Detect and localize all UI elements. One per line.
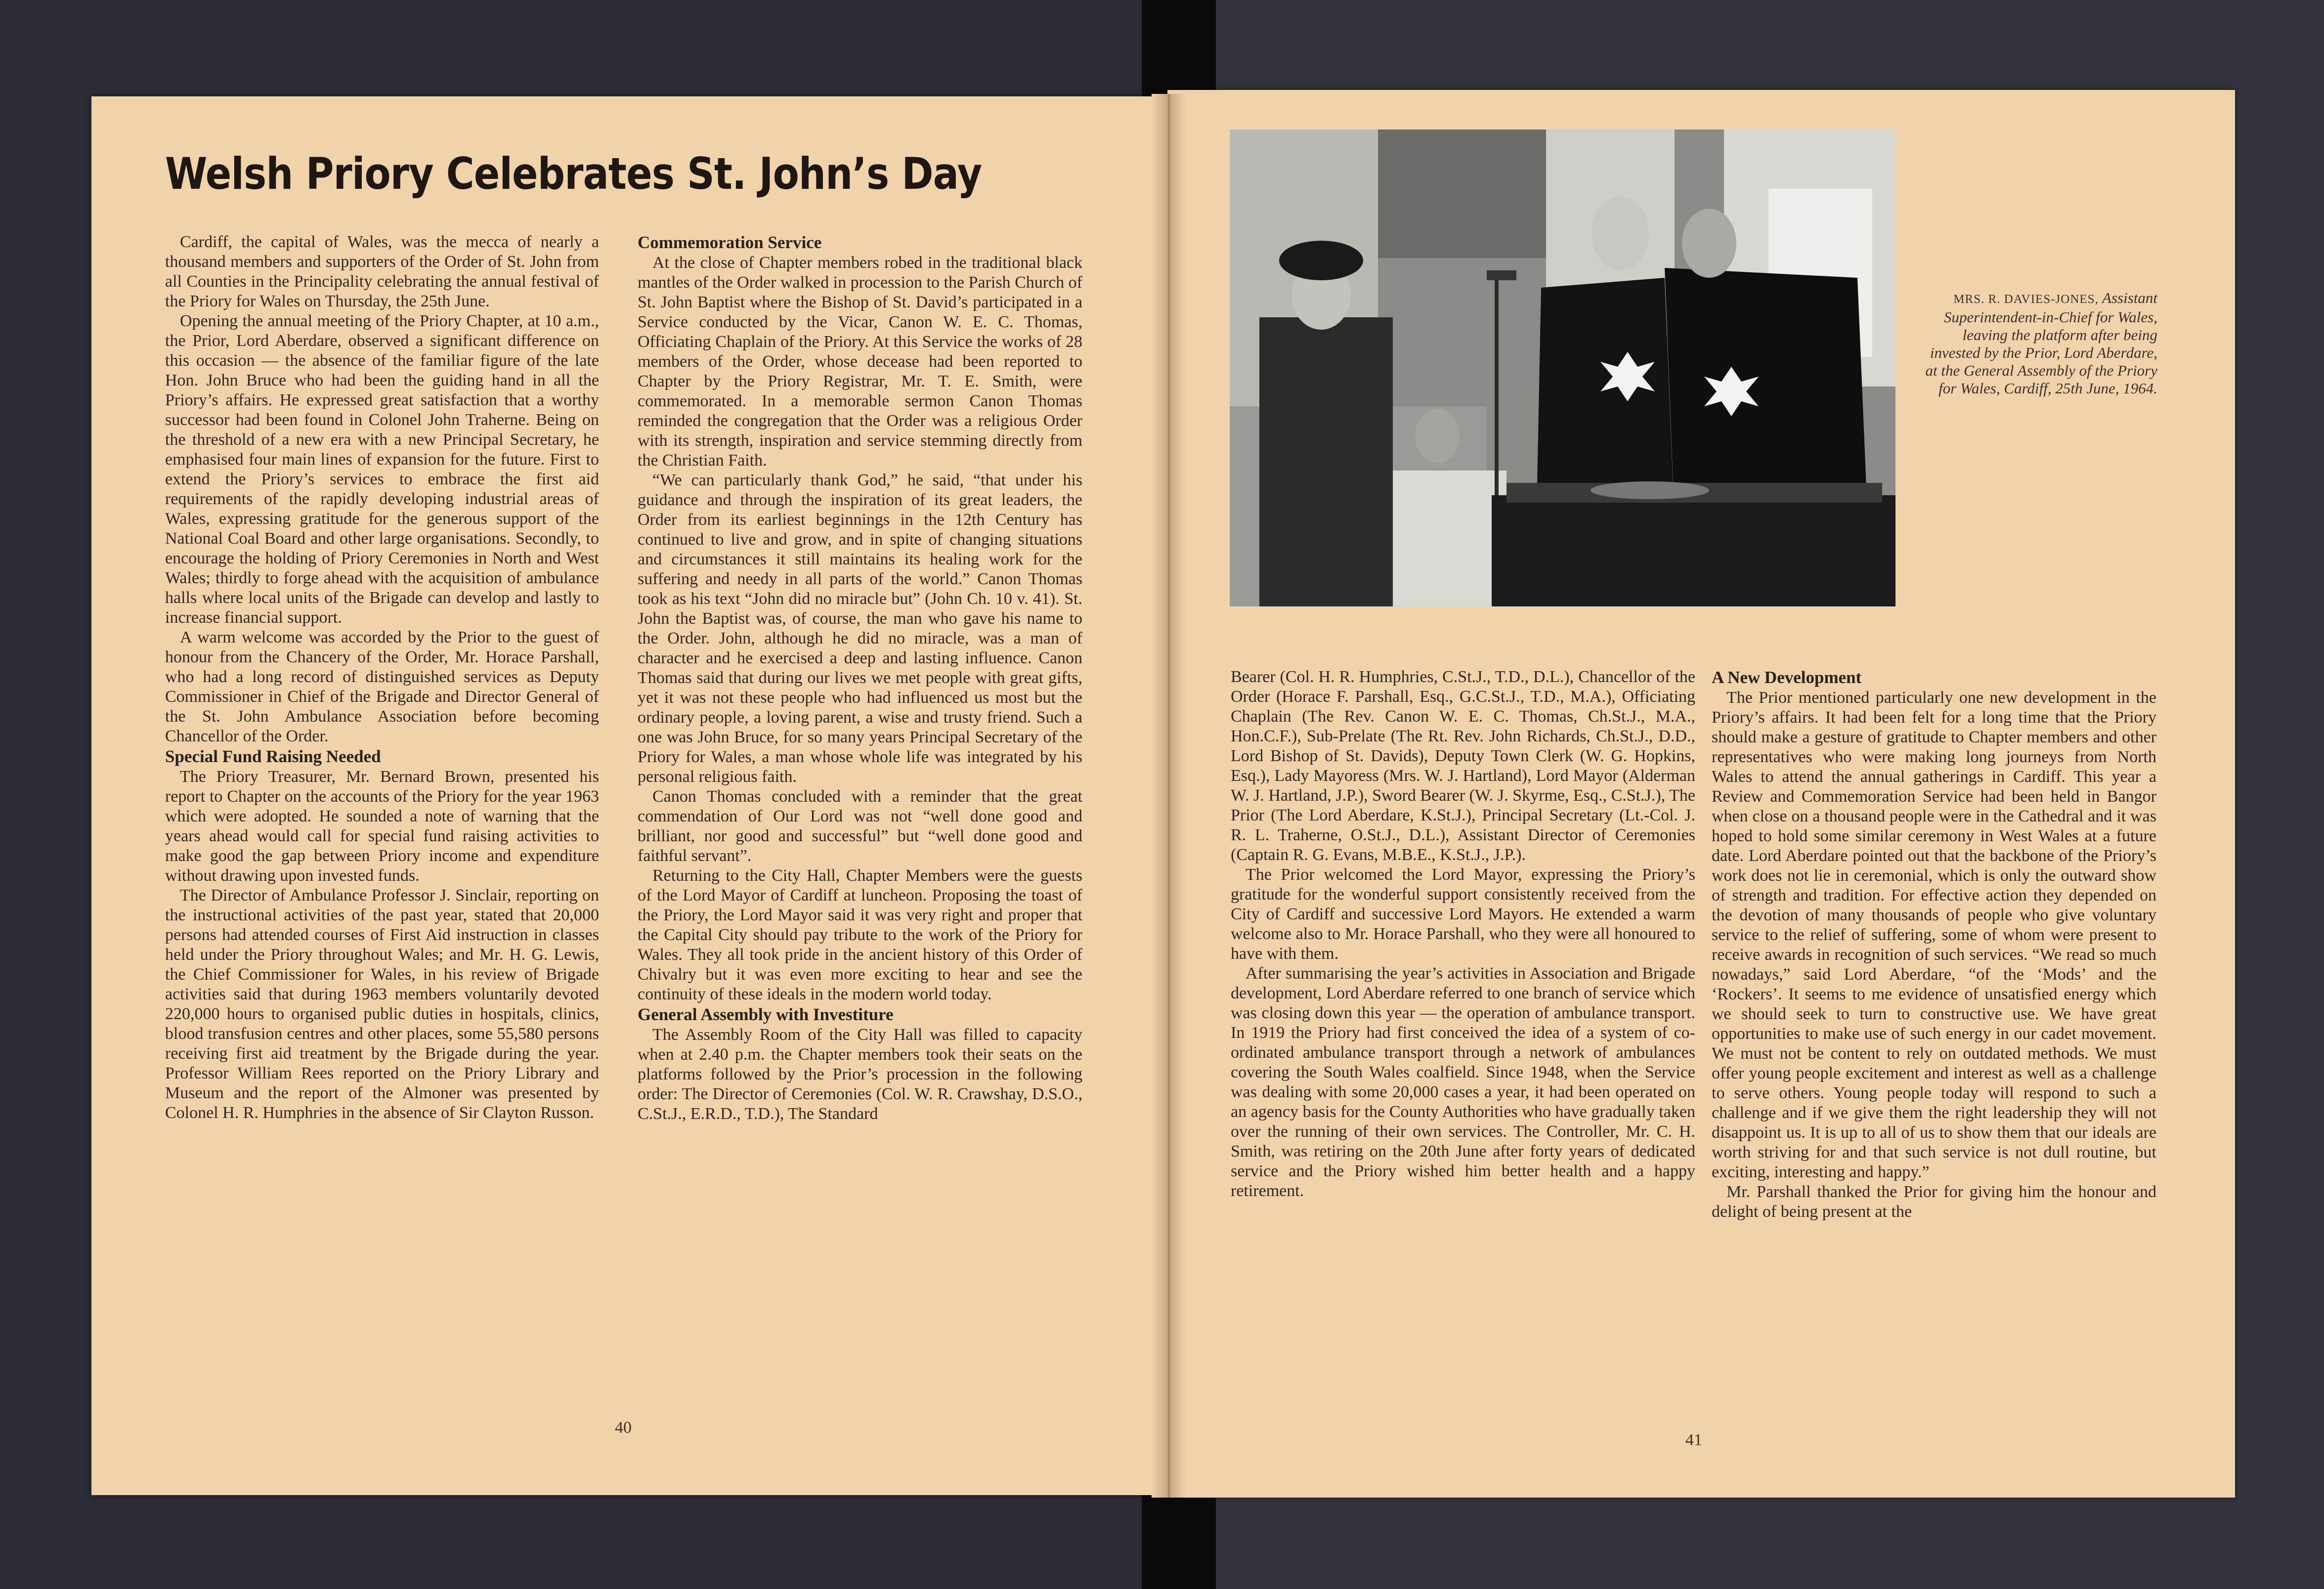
- paragraph: Cardiff, the capital of Wales, was the mecca of nearly a thousand members and supporters of the Order of St. John from all Counties in the Principality celebrating the annual festival of the Priory for Wales on Thursday, the 25th June.: [165, 233, 599, 310]
- paragraph: The Assembly Room of the City Hall was filled to capacity when at 2.40 p.m. the Chapter members took their seats on the platforms followed by the Prior’s procession in the following order: The Director of Ceremonies (Col. W. R. Crawshay, D.S.O., C.St.J., E.R.D., T.D.), The Standard: [638, 1026, 1082, 1123]
- page-gutter: [1152, 94, 1186, 1498]
- section-heading: General Assembly with Investiture: [638, 1005, 894, 1024]
- paragraph: At the close of Chapter members robed in the traditional black mantles of the Order walked in procession to the Parish Church of St. John Baptist where the Bishop of St. David’s participated in a Service conducted by the Vicar, Canon W. E. C. Thomas, Officiating Chaplain of the Priory. At this Service the works of 28 members of the Order, whose decease had been reported to Chapter by the Priory Registrar, Mr. T. E. Smith, were commemorated. In a memorable sermon Canon Thomas reminded the congregation that the Order was a religious Order with its strength, inspiration and service stemming directly from the Christian Faith.: [638, 254, 1082, 470]
- photo-caption: [1920, 289, 2157, 397]
- section-heading: Commemoration Service: [638, 233, 822, 252]
- paragraph: Canon Thomas concluded with a reminder that the great commendation of Our Lord was not “well done good and brilliant, nor good and successful” but “well done good and faithful servant”.: [638, 787, 1082, 865]
- paragraph: Bearer (Col. H. R. Humphries, C.St.J., T.D., D.L.), Chancellor of the Order (Horace F. Parshall, Esq., G.C.St.J., T.D., M.A.), Officiating Chaplain (The Rev. Canon W. E. C. Thomas, Ch.St.J., M.A., Hon.C.F.), Sub-Prelate (The Rt. Rev. John Richards, Ch.St.J., D.D., Lord Bishop of St. Davids), Deputy Town Clerk (W. G. Hopkins, Esq.), Lady Mayoress (Mrs. W. J. Hartland), Lord Mayor (Alderman W. J. Hartland, J.P.), Sword Bearer (W. J. Skyrme, Esq., C.St.J.), The Prior (The Lord Aberdare, K.St.J.), Principal Secretary (Lt.-Col. J. R. L. Traherne, O.St.J., D.L.), Assistant Director of Ceremonies (Captain R. G. Evans, M.B.E., K.St.J., J.P.).: [1231, 668, 1695, 864]
- section-heading: A New Development: [1712, 668, 1862, 687]
- column-4: [1712, 667, 2156, 1222]
- paragraph: Opening the annual meeting of the Priory Chapter, at 10 a.m., the Prior, Lord Aberdare, observed a significant difference on this occasion — the absence of the familiar figure of the late Hon. John Bruce who had been the guiding hand in all the Priory’s affairs. He expressed great satisfaction that a worthy successor had been found in Colonel John Traherne. Being on the threshold of a new era with a new Principal Secretary, he emphasised four main lines of expansion for the future. First to extend the Priory’s services to embrace the first aid requirements of the rapidly developing industrial areas of Wales, expressing gratitude for the generous support of the National Coal Board and other large organisations. Secondly, to encourage the holding of Priory Ceremonies in North and West Wales; thirdly to forge ahead with the acquisition of ambulance halls where local units of the Brigade can develop and lastly to increase financial support.: [165, 312, 599, 627]
- paragraph: After summarising the year’s activities in Association and Brigade development, Lord Aberdare referred to one branch of service which was closing down this year — the operation of ambulance transport. In 1919 the Priory had first conceived the idea of a system of co-ordinated ambulance transport through a network of ambulances covering the South Wales coalfield. Since 1948, when the Service was dealing with some 20,000 cases a year, it had been operated on an agency basis for the County Authorities who have gradually taken over the running of their own services. The Controller, Mr. C. H. Smith, was retiring on the 20th June after forty years of dedicated service and the Priory wished him better health and a happy retirement.: [1231, 964, 1695, 1200]
- caption-text: Assistant Superintendent-in-Chief for Wales, leaving the platform after being invested by the Prior, Lord Aberdare, at the General Assembly of the Priory for Wales, Cardiff, 25th June, 1964.: [1925, 289, 2157, 397]
- paragraph: A warm welcome was accorded by the Prior to the guest of honour from the Chancery of the Order, Mr. Horace Parshall, who had a long record of distinguished services as Deputy Commissioner in Chief of the Brigade and Director General of the St. John Ambulance Association before becoming Chancellor of the Order.: [165, 628, 599, 745]
- investiture-photo: [1230, 129, 1895, 606]
- paragraph: “We can particularly thank God,” he said, “that under his guidance and through the inspiration of its great leaders, the Order from its earliest beginnings in the 12th Century has continued to live and grow, and in spite of changing situations and circumstances it still maintains its healing work for the suffering and needy in all parts of the world.” Canon Thomas took as his text “John did no miracle but” (John Ch. 10 v. 41). St. John the Baptist was, of course, the man who gave his name to the Order. John, although he did no miracle, was a man of character and he exercised a deep and lasting influence. Canon Thomas said that during our lives we met people with great gifts, yet it was not these people who had influenced us most but the ordinary people, a loving parent, a wise and trusty friend. Such a one was John Bruce, for so many years Principal Secretary of the Priory for Wales, a man whose whole life was integrated by his personal religious faith.: [638, 471, 1082, 786]
- paragraph: The Prior mentioned particularly one new development in the Priory’s affairs. It had been felt for a long time that the Priory should make a gesture of gratitude to Chapter members and other representatives who were making long journeys from North Wales to attend the annual gatherings in Cardiff. This year a Review and Commemoration Service had been held in Bangor when close on a thousand people were in the Cathedral and it was hoped to hold some similar ceremony in West Wales at a future date. Lord Aberdare pointed out that the backbone of the Priory’s work does not lie in ceremonial, which is only the outward show of strength and tradition. For effective action they depended on the devotion of many thousands of people who give voluntary service to the relief of suffering, some of whom were present to receive awards in recognition of such services. “We read so much nowadays,” said Lord Aberdare, “of the ‘Mods’ and the ‘Rockers’. It seems to me evidence of unsatisfied energy which we should seek to turn to constructive use. We have great opportunities to make use of such energy in our cadet movement. We must not be content to rely on outdated methods. We must offer young people excitement and interest as well as a challenge to serve others. Young people today will respond to such a challenge and if we give them the right leadership they will not disappoint us. It is up to all of us to show them that our ideals are worth striving for and that such service is not dull routine, but exciting, interesting and happy.”: [1712, 688, 2156, 1181]
- paragraph: The Priory Treasurer, Mr. Bernard Brown, presented his report to Chapter on the accounts of the Priory for the year 1963 which were adopted. He sounded a note of warning that the years ahead would call for special fund raising activities to make good the gap between Priory income and expenditure without drawing upon invested funds.: [165, 768, 599, 885]
- column-3: [1231, 667, 1695, 1201]
- paragraph: Mr. Parshall thanked the Prior for giving him the honour and delight of being present at the: [1712, 1183, 2156, 1221]
- caption-name: MRS. R. DAVIES-JONES,: [1953, 293, 2099, 306]
- paragraph: The Director of Ambulance Professor J. Sinclair, reporting on the instructional activities of the past year, stated that 20,000 persons had attended courses of First Aid instruction in classes held under the Priory throughout Wales; and Mr. H. G. Lewis, the Chief Commissioner for Wales, in his review of Brigade activities said that during 1963 members voluntarily devoted 220,000 hours to organised public duties in hospitals, clinics, blood transfusion centres and other places, some 55,580 persons receiving first aid treatment by the Brigade during the year. Professor William Rees reported on the Priory Library and Museum and the report of the Almoner was presented by Colonel H. R. Humphries in the absence of Sir Clayton Russon.: [165, 886, 599, 1122]
- paragraph: Returning to the City Hall, Chapter Members were the guests of the Lord Mayor of Cardiff at luncheon. Proposing the toast of the Priory, the Lord Mayor said it was very right and proper that the Capital City should pay tribute to the work of the Priory for Wales. They all took pride in the ancient history of this Order of Chivalry but it was even more exciting to hear and see the continuity of these ideals in the modern world today.: [638, 866, 1082, 1003]
- photo-illustration: [1230, 129, 1895, 606]
- column-1: [165, 232, 599, 1123]
- page-number-left: 40: [615, 1418, 632, 1437]
- page-number-right: 41: [1685, 1431, 1702, 1449]
- paragraph: The Prior welcomed the Lord Mayor, expressing the Priory’s gratitude for the wonderful support consistently received from the City of Cardiff and successive Lord Mayors. He extended a warm welcome also to Mr. Horace Parshall, who they were all honoured to have with them.: [1231, 865, 1695, 963]
- article-headline: Welsh Priory Celebrates St. John’s Day: [165, 148, 982, 199]
- section-heading: Special Fund Raising Needed: [165, 747, 381, 766]
- column-2: [638, 232, 1082, 1124]
